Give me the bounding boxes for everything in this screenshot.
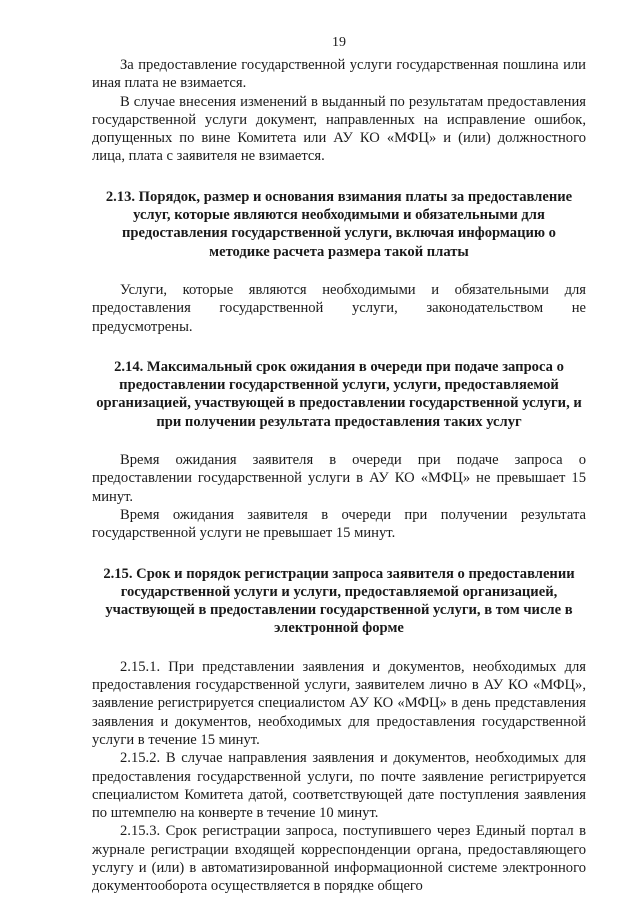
heading-2-13: 2.13. Порядок, размер и основания взимания платы за предоставление услуг, которые являются необходимыми и обязательными для предоставления государственной услуги, включая информацию о методике расчета размера такой платы (105, 188, 573, 260)
heading-2-14: 2.14. Максимальный срок ожидания в очереди при подаче запроса о предоставлении государственной услуги, услуги, предоставляемой организацией, участвующей в предоставлении государственной услуги, и при получении результата предоставления таких услуг (96, 358, 582, 430)
paragraph-2-15-1: 2.15.1. При представлении заявления и документов, необходимых для предоставления государственной услуги, заявителем лично в АУ КО «МФЦ», заявление регистрируется специалистом АУ КО «МФЦ» в день представления заявления и документов, необходимых для предоставления государственной услуги в течение 15 минут. (92, 658, 586, 748)
paragraph-queue-result: Время ожидания заявителя в очереди при получении результата государственной услуги не превышает 15 минут. (92, 506, 586, 542)
paragraph-2-15-2: 2.15.2. В случае направления заявления и документов, необходимых для предоставления государственной услуги, по почте заявление регистрируется специалистом Комитета датой, соответствующей дате поступления заявления по штемпелю на конверте в течение 10 минут. (92, 750, 586, 822)
paragraph-fee-not-charged: За предоставление государственной услуги государственная пошлина или иная плата не взимается. (92, 57, 586, 92)
document-body (92, 56, 586, 896)
heading-2-15: 2.15. Срок и порядок регистрации запроса заявителя о предоставлении государственной услуги и услуги, предоставляемой организацией, участвующей в предоставлении государственной услуги, в том числе в электронной форме (103, 565, 575, 637)
paragraph-correction-no-fee: В случае внесения изменений в выданный по результатам предоставления государственной услуги документ, направленных на исправление ошибок, допущенных по вине Комитета или АУ КО «МФЦ» и (или) должностного лица, плата с заявителя не взимается. (92, 93, 586, 165)
paragraph-2-15-3: 2.15.3. Срок регистрации запроса, поступившего через Единый портал в журнале регистрации входящей корреспонденции органа, предоставляющего услугу и (или) в автоматизированной информационной системе электронного документооборота осуществляется в порядке общего (92, 823, 586, 895)
paragraph-required-services: Услуги, которые являются необходимыми и обязательными для предоставления государственной услуги, законодательством не предусмотрены. (92, 281, 586, 335)
paragraph-queue-submission: Время ожидания заявителя в очереди при подаче запроса о предоставлении государственной услуги в АУ КО «МФЦ» не превышает 15 минут. (92, 452, 586, 505)
document-page (92, 0, 586, 905)
page-number: 19 (332, 35, 346, 50)
